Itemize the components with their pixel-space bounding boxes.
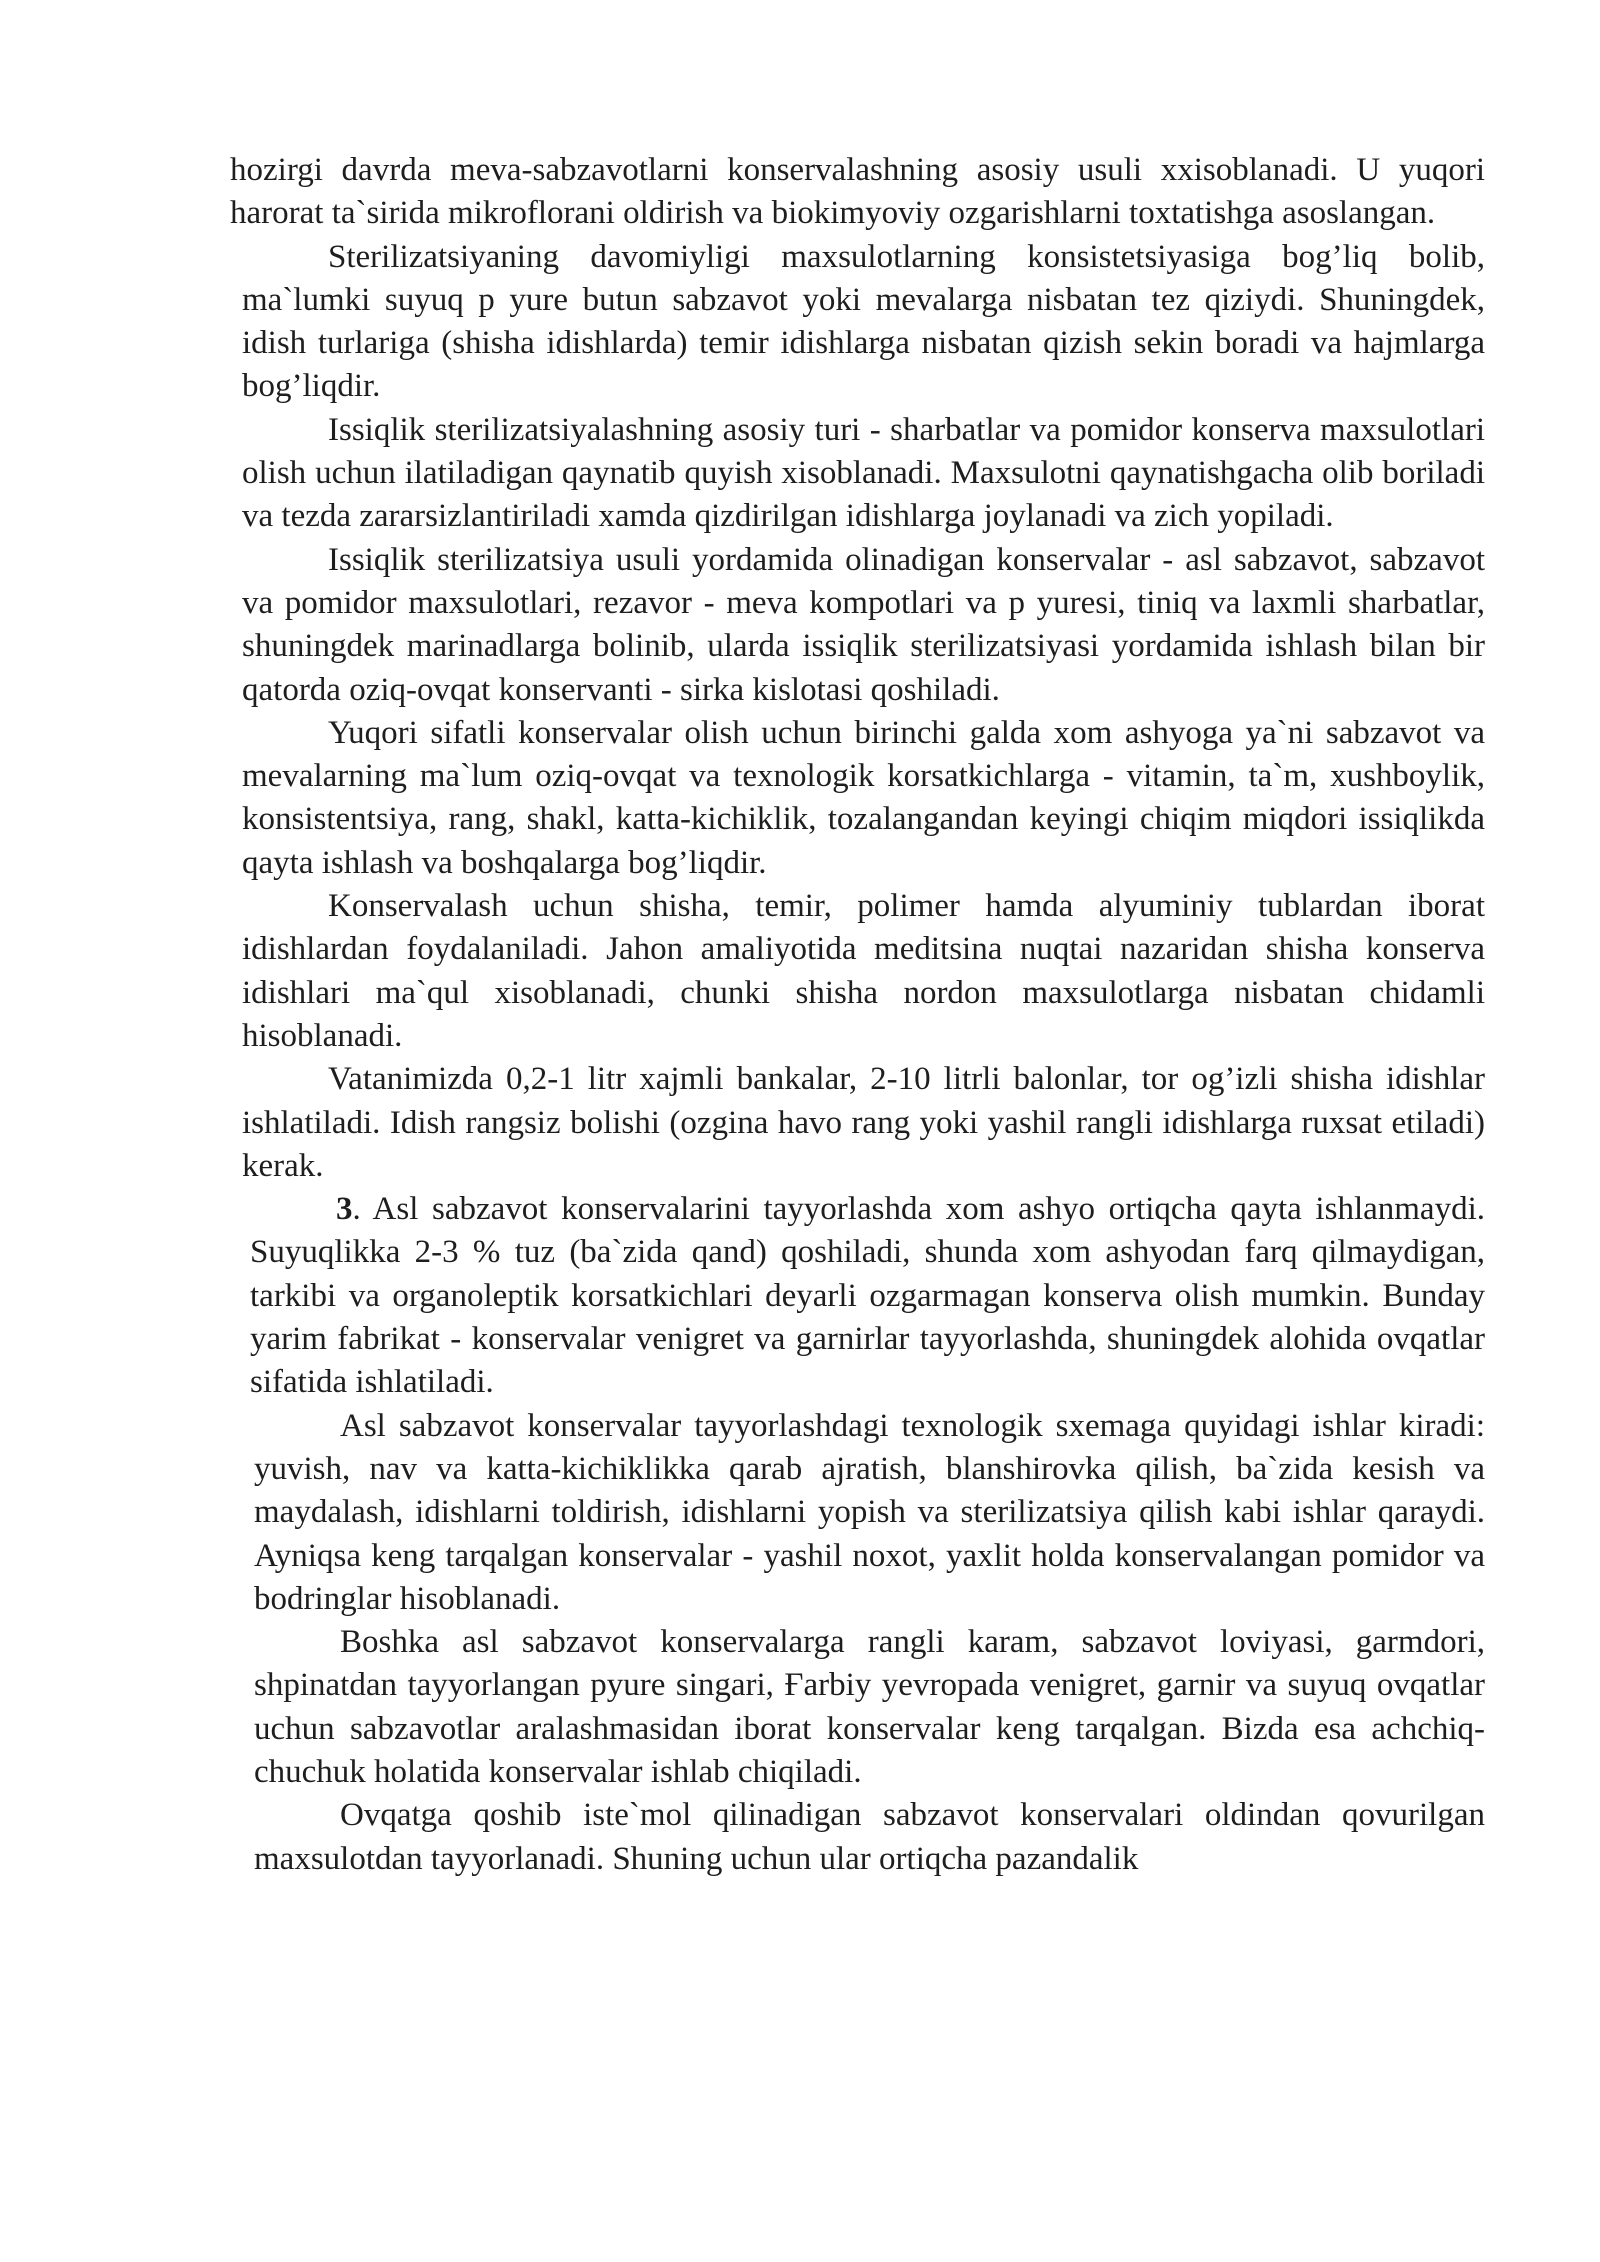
paragraph-text: . Asl sabzavot konservalarini tayyorlashda xom ashyo ortiqcha qayta ishlanmaydi. Suyuqlikka 2-3 % tuz (ba`zida qand) qoshiladi, shunda xom ashyodan farq qilmaydigan, tarkibi va organoleptik korsatkichlari deyarli ozgarmagan konserva olish mumkin. Bunday yarim fabrikat - konservalar venigret va garnirlar tayyorlashda, shuningdek alohida ovqatlar sifatida ishlatiladi. (250, 1191, 1485, 1401)
paragraph: Issiqlik sterilizatsiyalashning asosiy turi - sharbatlar va pomidor konserva maxsulotlari olish uchun ilatiladigan qaynatib quyish xisoblanadi. Maxsulotni qaynatishgacha olib boriladi va tezda zararsizlantiriladi xamda qizdirilgan idishlarga joylanadi va zich yopiladi. (242, 411, 1485, 535)
paragraph: Sterilizatsiyaning davomiyligi maxsulotlarning konsistetsiyasiga bog’liq bolib, ma`lumki suyuq p yure butun sabzavot yoki mevalarga nisbatan tez qiziydi. Shuningdek, idish turlariga (shisha idishlarda) temir idishlarga nisbatan qizish sekin boradi va hajmlarga bog’liqdir. (242, 238, 1485, 405)
paragraph: Asl sabzavot konservalar tayyorlashdagi texnologik sxemaga quyidagi ishlar kiradi: yuvish, nav va katta-kichiklikka qarab ajratish, blanshirovka qilish, ba`zida kesish va maydalash, idishlarni toldirish, idishlarni yopish va sterilizatsiya qilish kabi ishlar qaraydi. Ayniqsa keng tarqalgan konservalar - yashil noxot, yaxlit holda konservalangan pomidor va bodringlar hisoblanadi. (254, 1407, 1485, 1617)
document-body (230, 149, 1485, 1881)
paragraph: Vatanimizda 0,2-1 litr xajmli bankalar, 2-10 litrli balonlar, tor og’izli shisha idishlar ishlatiladi. Idish rangsiz bolishi (ozgina havo rang yoki yashil rangli idishlarga ruxsat etiladi) kerak. (242, 1061, 1485, 1184)
paragraph: Boshka asl sabzavot konservalarga rangli karam, sabzavot loviyasi, garmdori, shpinatdan tayyorlangan pyure singari, Ғarbiy yevropada venigret, garnir va suyuq ovqatlar uchun sabzavotlar aralashmasidan iborat konservalar keng tarqalgan. Bizda esa achchiq-chuchuk holatida konservalar ishlab chiqiladi. (254, 1624, 1485, 1790)
paragraph: Konservalash uchun shisha, temir, polimer hamda alyuminiy tublardan iborat idishlardan foydalaniladi. Jahon amaliyotida meditsina nuqtai nazaridan shisha konserva idishlari ma`qul xisoblanadi, chunki shisha nordon maxsulotlarga nisbatan chidamli hisoblanadi. (242, 888, 1485, 1054)
paragraph: Yuqori sifatli konservalar olish uchun birinchi galda xom ashyoga ya`ni sabzavot va mevalarning ma`lum oziq-ovqat va texnologik korsatkichlarga - vitamin, ta`m, xushboylik, konsistentsiya, rang, shakl, katta-kichiklik, tozalangandan keyingi chiqim miqdori issiqlikda qayta ishlash va boshqalarga bog’liqdir. (242, 714, 1485, 881)
paragraph: Issiqlik sterilizatsiya usuli yordamida olinadigan konservalar - asl sabzavot, sabzavot va pomidor maxsulotlari, rezavor - meva kompotlari va p yuresi, tiniq va laxmli sharbatlar, shuningdek marinadlarga bolinib, ularda issiqlik sterilizatsiyasi yordamida ishlash bilan bir qatorda oziq-ovqat konservanti - sirka kislotasi qoshiladi. (242, 541, 1485, 708)
paragraph: hozirgi davrda meva-sabzavotlarni konservalashning asosiy usuli xxisoblanadi. U yuqori harorat ta`sirida mikroflorani oldirish va biokimyoviy ozgarishlarni toxtatishga asoslangan. (230, 152, 1485, 232)
paragraph (250, 1188, 1485, 1404)
section-number: 3 (336, 1191, 353, 1228)
paragraph: Ovqatga qoshib iste`mol qilinadigan sabzavot konservalari oldindan qovurilgan maxsulotdan tayyorlanadi. Shuning uchun ular ortiqcha pazandalik (254, 1797, 1485, 1877)
